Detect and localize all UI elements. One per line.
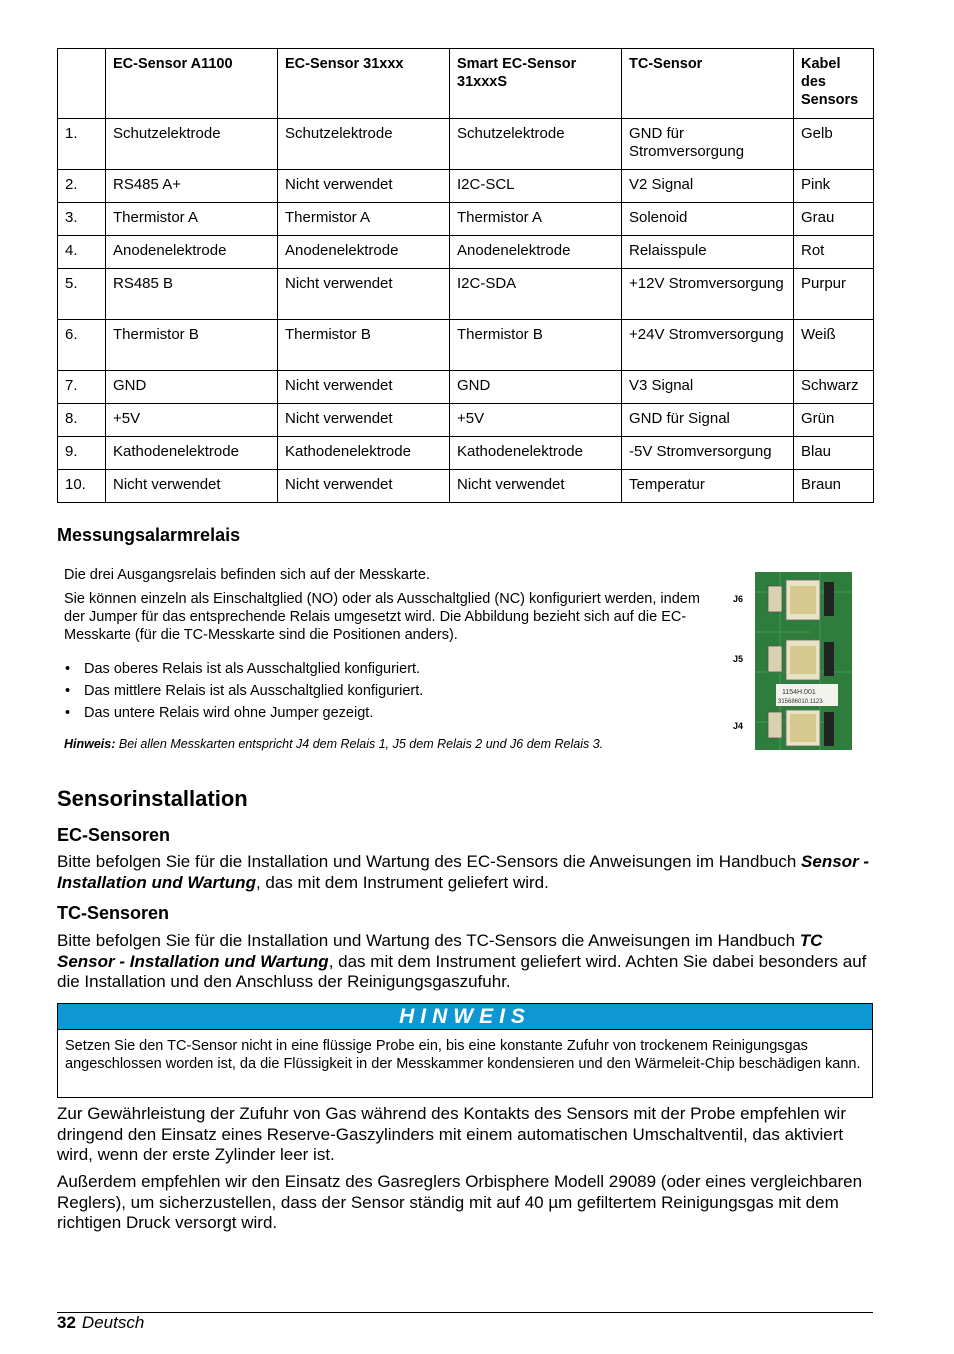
table-cell: Nicht verwendet (278, 404, 450, 437)
table-cell: Thermistor A (450, 203, 622, 236)
table-row (58, 404, 874, 437)
table-row (58, 470, 874, 503)
table-cell: 4. (58, 236, 106, 269)
footer-language: Deutsch (81, 1313, 145, 1332)
table-cell: Nicht verwendet (106, 470, 278, 503)
table-cell: RS485 A+ (106, 170, 278, 203)
table-cell: RS485 B (106, 269, 278, 320)
table-cell: Braun (794, 470, 874, 503)
table-header-cell: Smart EC-Sensor 31xxxS (450, 49, 622, 119)
table-cell: Anodenelektrode (106, 236, 278, 269)
table-cell: Schutzelektrode (450, 119, 622, 170)
table-cell: Nicht verwendet (278, 470, 450, 503)
ec-install-paragraph (57, 852, 877, 893)
table-cell: Nicht verwendet (450, 470, 622, 503)
table-cell: GND für Signal (622, 404, 794, 437)
text-span: Bitte befolgen Sie für die Installation und Wartung des EC-Sensors die Anweisungen im Handbuch (57, 852, 802, 871)
relay-note (64, 736, 704, 752)
table-cell: GND für Stromversorgung (622, 119, 794, 170)
table-cell: 7. (58, 371, 106, 404)
note-text: Bei allen Messkarten entspricht J4 dem Relais 1, J5 dem Relais 2 und J6 dem Relais 3. (118, 737, 604, 751)
chip-label-line-2: 315686010.1123 (778, 699, 823, 705)
gas-supply-paragraph: Zur Gewährleistung der Zufuhr von Gas während des Kontakts des Sensors mit der Probe empfehlen wir dringend den Einsatz eines Reserve-Gaszylinders mit einem automatischen Umschaltventil, das aktiviert wird, wenn der erste Zylinder leer ist. (57, 1104, 846, 1164)
table-cell: Grau (794, 203, 874, 236)
manual-reference: TC Sensor - Installation und Wartung (57, 931, 823, 971)
table-cell: 8. (58, 404, 106, 437)
table-row (58, 437, 874, 470)
table-cell: Blau (794, 437, 874, 470)
table-cell: V2 Signal (622, 170, 794, 203)
table-cell: 10. (58, 470, 106, 503)
table-cell: Pink (794, 170, 874, 203)
pin-assignment-table (57, 48, 874, 503)
table-cell: Nicht verwendet (278, 170, 450, 203)
page-number: 32 (57, 1313, 76, 1332)
table-cell: 3. (58, 203, 106, 236)
list-item: • Das untere Relais wird ohne Jumper gezeigt. (64, 704, 704, 722)
chip-label-line-1: 1154H.001 (782, 689, 816, 696)
table-cell: 1. (58, 119, 106, 170)
relay-bullet-list (64, 660, 704, 722)
list-item: • Das oberes Relais ist als Ausschaltglied konfiguriert. (64, 660, 704, 678)
table-cell: -5V Stromversorgung (622, 437, 794, 470)
table-cell: Purpur (794, 269, 874, 320)
text-span: , das mit dem Instrument geliefert wird. (255, 872, 549, 892)
section-heading-installation: Sensorinstallation (57, 786, 248, 811)
table-row (58, 371, 874, 404)
page-footer (57, 1313, 144, 1333)
table-cell: Thermistor A (106, 203, 278, 236)
table-cell: Gelb (794, 119, 874, 170)
table-row (58, 236, 874, 269)
table-cell: I2C-SCL (450, 170, 622, 203)
notice-header: HINWEIS (58, 1004, 872, 1030)
table-header-cell: EC-Sensor 31xxx (278, 49, 450, 119)
label-j4: J4 (733, 721, 744, 731)
table-cell: Solenoid (622, 203, 794, 236)
notice-box (57, 1003, 873, 1098)
table-cell: +5V (106, 404, 278, 437)
label-j6: J6 (733, 594, 744, 604)
table-cell: Schutzelektrode (278, 119, 450, 170)
relay-paragraph: Die drei Ausgangsrelais befinden sich auf der Messkarte. (64, 567, 430, 583)
table-cell: +24V Stromversorgung (622, 320, 794, 371)
table-cell: Thermistor B (278, 320, 450, 371)
table-cell: Thermistor B (450, 320, 622, 371)
subheading-tc-sensors: TC-Sensoren (57, 903, 170, 923)
table-cell: Temperatur (622, 470, 794, 503)
table-cell: Nicht verwendet (278, 371, 450, 404)
table-row (58, 170, 874, 203)
table-header-row (58, 49, 874, 119)
table-cell: Kathodenelektrode (278, 437, 450, 470)
table-cell: V3 Signal (622, 371, 794, 404)
table-cell: Thermistor A (278, 203, 450, 236)
table-cell: 9. (58, 437, 106, 470)
table-cell: +12V Stromversorgung (622, 269, 794, 320)
table-cell: +5V (450, 404, 622, 437)
table-header-cell: Kabel des Sensors (794, 49, 874, 119)
table-header-cell: EC-Sensor A1100 (106, 49, 278, 119)
note-label: Hinweis: (64, 737, 116, 751)
table-cell: GND (450, 371, 622, 404)
table-cell: Kathodenelektrode (106, 437, 278, 470)
table-cell: 5. (58, 269, 106, 320)
table-header-cell: TC-Sensor (622, 49, 794, 119)
table-row (58, 320, 874, 371)
table-cell: Schwarz (794, 371, 874, 404)
relay-board-photo (720, 572, 852, 750)
footer-divider (57, 1312, 873, 1313)
relay-paragraph: Sie können einzeln als Einschaltglied (NO) oder als Ausschaltglied (NC) konfiguriert werden, indem der Jumper für das entsprechende Relais umgesetzt wird. Die Abbildung bezieht sich auf die EC-Messkarte (für die TC-Messkarte sind die Positionen anders). (64, 591, 700, 643)
subheading-ec-sensors: EC-Sensoren (57, 825, 171, 845)
table-cell: GND (106, 371, 278, 404)
label-j5: J5 (733, 654, 744, 664)
table-row (58, 203, 874, 236)
table-cell: Rot (794, 236, 874, 269)
table-cell: Schutzelektrode (106, 119, 278, 170)
text-span: , das mit dem Instrument geliefert wird. Achten Sie dabei besonders auf die Installation und den Anschluss der Reinigungsgaszufuhr. (57, 951, 867, 991)
relay-description (64, 566, 704, 752)
table-cell: Anodenelektrode (278, 236, 450, 269)
table-cell: 2. (58, 170, 106, 203)
table-cell: Anodenelektrode (450, 236, 622, 269)
table-cell: 6. (58, 320, 106, 371)
text-span: Bitte befolgen Sie für die Installation und Wartung des TC-Sensors die Anweisungen im Handbuch (57, 931, 800, 950)
table-header-cell (58, 49, 106, 119)
table-row (58, 119, 874, 170)
table-cell: Nicht verwendet (278, 269, 450, 320)
table-cell: I2C-SDA (450, 269, 622, 320)
table-row (58, 269, 874, 320)
table-cell: Kathodenelektrode (450, 437, 622, 470)
tc-install-paragraph (57, 931, 877, 993)
table-cell: Relaisspule (622, 236, 794, 269)
notice-body: Setzen Sie den TC-Sensor nicht in eine flüssige Probe ein, bis eine konstante Zufuhr von trockenem Reinigungsgas angeschlossen worden ist, da die Flüssigkeit in der Messkammer kondensieren und den Wärmeleit-Chip beschädigen kann. (65, 1038, 861, 1072)
section-heading-relays: Messungsalarmrelais (57, 525, 241, 545)
table-cell: Weiß (794, 320, 874, 371)
table-cell: Grün (794, 404, 874, 437)
gas-regulator-paragraph: Außerdem empfehlen wir den Einsatz des Gasreglers Orbisphere Modell 29089 (oder eines vergleichbaren Reglers), um sicherzustellen, dass der Sensor ständig mit auf 40 µm gefiltertem Reinigungsgas mit dem richtigen Druck versorgt wird. (57, 1172, 863, 1232)
manual-reference: Sensor - Installation und Wartung (57, 852, 870, 892)
list-item: • Das mittlere Relais ist als Ausschaltglied konfiguriert. (64, 682, 704, 700)
table-cell: Thermistor B (106, 320, 278, 371)
